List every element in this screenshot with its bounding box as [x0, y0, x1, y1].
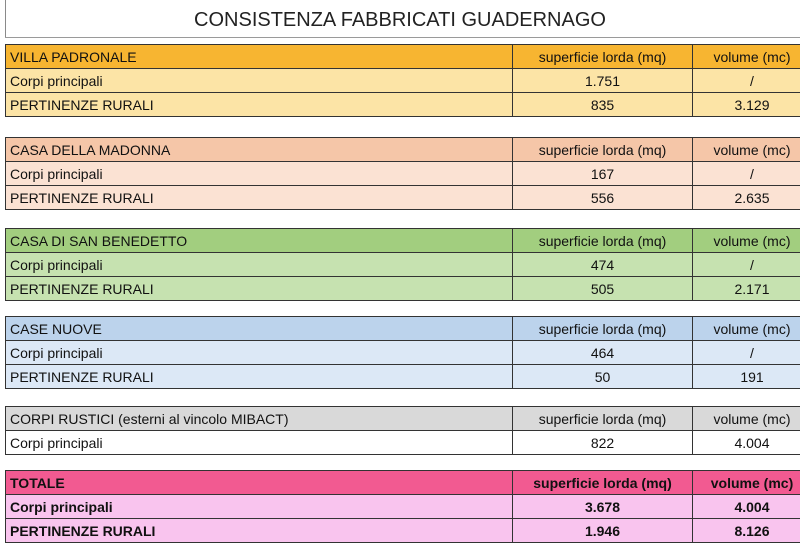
section-name[interactable]: CASA DI SAN BENEDETTO	[6, 229, 513, 253]
row-volume[interactable]: 4.004	[693, 495, 800, 519]
row-label[interactable]: Corpi principali	[6, 495, 513, 519]
table-row	[6, 93, 800, 117]
header-area[interactable]: superficie lorda (mq)	[513, 45, 693, 69]
header-volume[interactable]: volume (mc)	[693, 229, 800, 253]
section-header-row	[6, 45, 800, 69]
row-label[interactable]: PERTINENZE RURALI	[6, 93, 513, 117]
section-name[interactable]: TOTALE	[6, 471, 513, 495]
row-label[interactable]: Corpi principali	[6, 253, 513, 277]
row-label[interactable]: Corpi principali	[6, 162, 513, 186]
row-area[interactable]: 835	[513, 93, 693, 117]
section-header-row	[6, 317, 800, 341]
row-label[interactable]: Corpi principali	[6, 69, 513, 93]
section-totale	[5, 470, 800, 543]
row-label[interactable]: Corpi principali	[6, 431, 513, 455]
section-header-row	[6, 229, 800, 253]
row-area[interactable]: 50	[513, 365, 693, 389]
row-volume[interactable]: /	[693, 341, 800, 365]
section-name[interactable]: CASA DELLA MADONNA	[6, 138, 513, 162]
header-volume[interactable]: volume (mc)	[693, 45, 800, 69]
section-header-row	[6, 471, 800, 495]
row-area[interactable]: 1.751	[513, 69, 693, 93]
table-row	[6, 253, 800, 277]
header-volume[interactable]: volume (mc)	[693, 138, 800, 162]
row-volume[interactable]: 4.004	[693, 431, 800, 455]
row-area[interactable]: 822	[513, 431, 693, 455]
header-volume[interactable]: volume (mc)	[693, 471, 800, 495]
row-area[interactable]: 464	[513, 341, 693, 365]
row-volume[interactable]: 8.126	[693, 519, 800, 543]
header-area[interactable]: superficie lorda (mq)	[513, 138, 693, 162]
row-area[interactable]: 556	[513, 186, 693, 210]
section-casa-della-madonna	[5, 137, 800, 210]
section-corpi-rustici	[5, 406, 800, 455]
header-area[interactable]: superficie lorda (mq)	[513, 317, 693, 341]
row-area[interactable]: 505	[513, 277, 693, 301]
table-row	[6, 519, 800, 543]
table-row	[6, 186, 800, 210]
page-title: CONSISTENZA FABBRICATI GUADERNAGO	[194, 9, 606, 31]
table-row	[6, 162, 800, 186]
section-case-nuove	[5, 316, 800, 389]
section-name[interactable]: CORPI RUSTICI (esterni al vincolo MIBACT)	[6, 407, 513, 431]
row-volume[interactable]: /	[693, 162, 800, 186]
row-volume[interactable]: 2.635	[693, 186, 800, 210]
row-label[interactable]: PERTINENZE RURALI	[6, 186, 513, 210]
table-row	[6, 69, 800, 93]
table-row	[6, 495, 800, 519]
section-name[interactable]: VILLA PADRONALE	[6, 45, 513, 69]
row-volume[interactable]: 191	[693, 365, 800, 389]
header-area[interactable]: superficie lorda (mq)	[513, 407, 693, 431]
section-name[interactable]: CASE NUOVE	[6, 317, 513, 341]
header-area[interactable]: superficie lorda (mq)	[513, 229, 693, 253]
table-row	[6, 277, 800, 301]
row-label[interactable]: PERTINENZE RURALI	[6, 277, 513, 301]
title-underline	[5, 37, 800, 38]
row-label[interactable]: Corpi principali	[6, 341, 513, 365]
header-volume[interactable]: volume (mc)	[693, 317, 800, 341]
row-area[interactable]: 167	[513, 162, 693, 186]
row-volume[interactable]: 3.129	[693, 93, 800, 117]
row-area[interactable]: 3.678	[513, 495, 693, 519]
table-row	[6, 341, 800, 365]
row-area[interactable]: 474	[513, 253, 693, 277]
section-header-row	[6, 407, 800, 431]
row-volume[interactable]: 2.171	[693, 277, 800, 301]
table-row	[6, 365, 800, 389]
section-villa-padronale	[5, 44, 800, 117]
table-row	[6, 431, 800, 455]
section-header-row	[6, 138, 800, 162]
row-label[interactable]: PERTINENZE RURALI	[6, 365, 513, 389]
header-area[interactable]: superficie lorda (mq)	[513, 471, 693, 495]
header-volume[interactable]: volume (mc)	[693, 407, 800, 431]
row-label[interactable]: PERTINENZE RURALI	[6, 519, 513, 543]
row-area[interactable]: 1.946	[513, 519, 693, 543]
section-casa-di-san-benedetto	[5, 228, 800, 301]
row-volume[interactable]: /	[693, 253, 800, 277]
row-volume[interactable]: /	[693, 69, 800, 93]
